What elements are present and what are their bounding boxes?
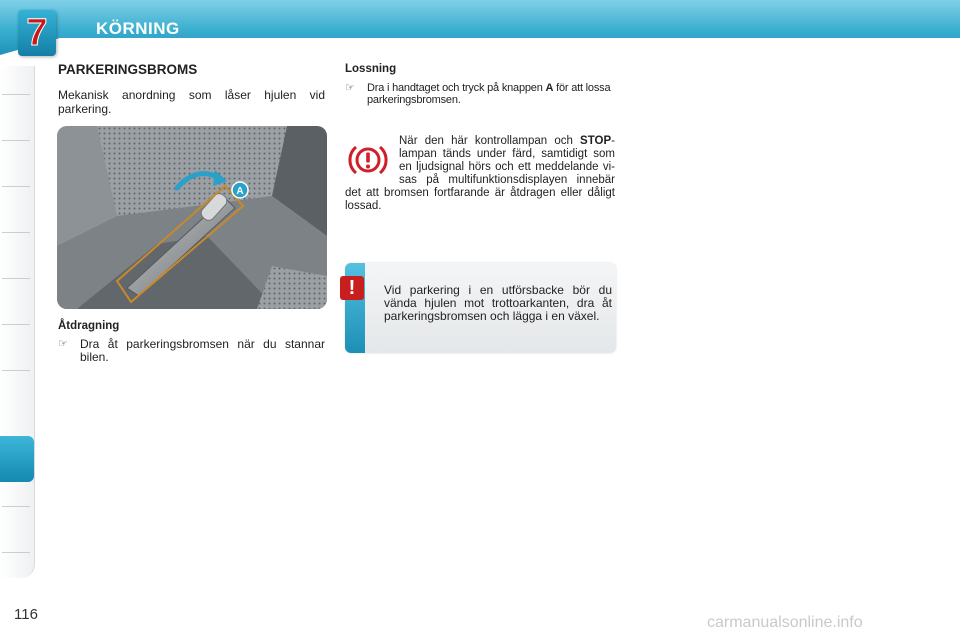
header-notch [0,38,960,55]
chapter-tab[interactable] [18,10,56,56]
apply-instruction [58,338,325,364]
hand-pointer-icon: ☞ [345,82,355,94]
chapter-title: KÖRNING [96,19,180,38]
release-instruction [345,82,615,106]
apply-text: Dra åt parkeringsbromsen när du stannar bilen. [80,337,325,364]
release-key: A [545,82,554,94]
stop-label: STOP [580,135,612,147]
side-tab[interactable] [2,278,30,279]
side-tab[interactable] [2,506,30,507]
handbrake-illustration [57,126,327,309]
release-text-part: för att lossa parkeringsbromsen. [367,82,611,106]
intro-text: Mekanisk anordning som låser hjulen vid parkering. [58,88,325,116]
side-tabs [0,66,35,578]
apply-heading: Åtdragning [58,320,120,332]
handbrake-photo [57,126,327,309]
page-number: 116 [14,606,38,623]
warning-text-part: -lampan tänds under färd, samtidigt som en ljudsignal hörs och ett meddelande visas på multifunktionsdisplayen innebär det att bromsen fortfarande är åtdragen eller dåligt lossad. [345,135,615,212]
side-tab[interactable] [2,94,30,95]
exclamation-icon: ! [340,276,364,300]
icon-spacer [345,135,399,187]
release-heading: Lossning [345,63,397,75]
side-tab[interactable] [2,140,30,141]
chapter-number: 7 [26,12,48,54]
hand-pointer-icon: ☞ [58,338,68,350]
watermark: carmanualsonline.info [707,614,863,631]
side-tab[interactable] [2,370,30,371]
warning-text [345,135,615,213]
release-text [367,82,615,106]
photo-callout: A [236,186,244,197]
side-tab-active[interactable] [0,436,34,482]
note-text: Vid parkering i en utförsbacke bör du vända hjulen mot trottoarkanten, dra åt parkeringsbromsen och lägga i en växel. [384,283,612,323]
side-tab[interactable] [2,552,30,553]
side-tab[interactable] [2,232,30,233]
warning-text-part: När den här kontrollampan och [399,135,581,147]
side-tab[interactable] [2,324,30,325]
section-title: PARKERINGSBROMS [58,62,198,77]
side-tab[interactable] [2,186,30,187]
note-box [345,263,616,353]
release-text-part: Dra i handtaget och tryck på knappen [367,82,546,94]
